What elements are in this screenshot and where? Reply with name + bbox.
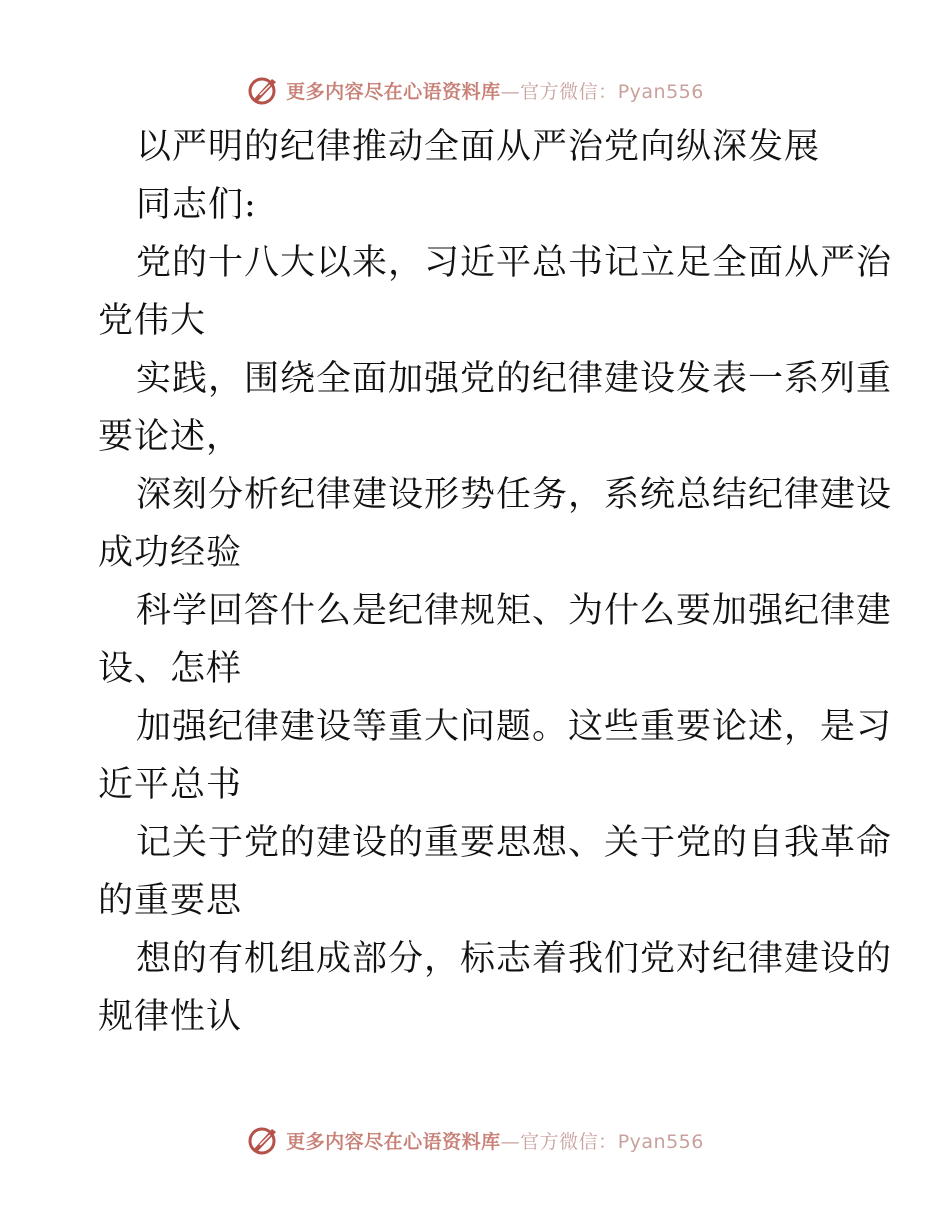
watermark-dash: — xyxy=(500,1130,521,1153)
watermark-group xyxy=(246,73,704,107)
paragraph-line: 的重要思 xyxy=(98,881,243,921)
watermark-official: 官方微信： xyxy=(520,80,618,103)
paragraph-line: 规律性认 xyxy=(98,997,243,1037)
paragraph-line: 科学回答什么是纪律规矩、为什么要加强纪律建 xyxy=(136,591,893,631)
paragraph-line: 要论述， xyxy=(98,417,243,457)
header-watermark xyxy=(0,70,950,110)
paragraph-line: 成功经验 xyxy=(98,533,243,573)
quill-pen-logo-icon xyxy=(246,73,280,107)
watermark-dash: — xyxy=(500,80,521,103)
watermark-official: 官方微信： xyxy=(520,1130,618,1153)
document-title: 以严明的纪律推动全面从严治党向纵深发展 xyxy=(136,127,821,167)
watermark-brand: 更多内容尽在心语资料库 xyxy=(286,1130,501,1153)
watermark-group xyxy=(246,1123,704,1157)
document-body xyxy=(98,118,893,1046)
paragraph-line: 近平总书 xyxy=(98,765,243,805)
paragraph-line: 记关于党的建设的重要思想、关于党的自我革命 xyxy=(136,823,893,863)
paragraph-line: 深刻分析纪律建设形势任务，系统总结纪律建设 xyxy=(136,475,893,515)
watermark-account: Pyan556 xyxy=(617,80,704,103)
paragraph-line: 设、怎样 xyxy=(98,649,243,689)
watermark-text xyxy=(286,1127,704,1154)
paragraph-line: 加强纪律建设等重大问题。这些重要论述，是习 xyxy=(136,707,893,747)
quill-pen-logo-icon xyxy=(246,1123,280,1157)
paragraph-line: 党伟大 xyxy=(98,301,207,341)
paragraph-line: 想的有机组成部分，标志着我们党对纪律建设的 xyxy=(136,939,893,979)
watermark-brand: 更多内容尽在心语资料库 xyxy=(286,80,501,103)
watermark-text xyxy=(286,77,704,104)
paragraph-line: 实践，围绕全面加强党的纪律建设发表一系列重 xyxy=(136,359,893,399)
footer-watermark xyxy=(0,1120,950,1160)
watermark-account: Pyan556 xyxy=(617,1130,704,1153)
paragraph-line: 党的十八大以来，习近平总书记立足全面从严治 xyxy=(136,243,893,283)
salutation: 同志们: xyxy=(136,185,257,225)
